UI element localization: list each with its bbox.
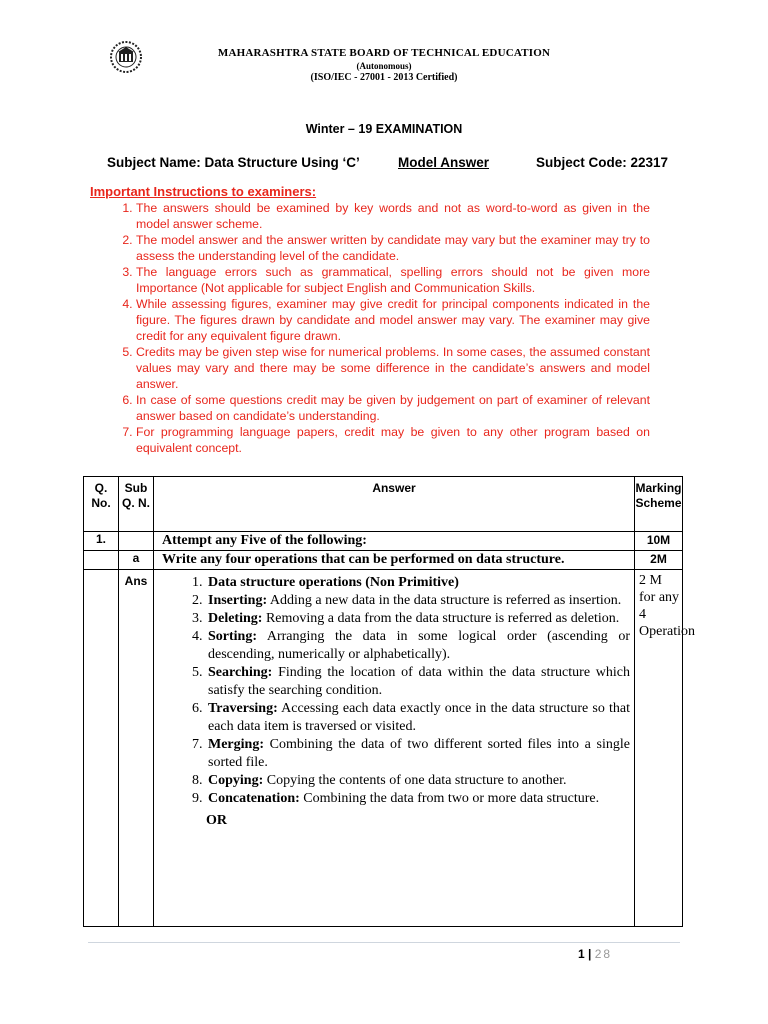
- exam-title: Winter – 19 EXAMINATION: [305, 122, 463, 136]
- item-desc: Adding a new data in the data structure is referred as insertion.: [267, 593, 622, 608]
- item-desc: Accessing each data exactly once in the data structure so that each data item is traversed or visited.: [208, 701, 630, 734]
- page-number: [578, 947, 612, 961]
- subject-code: Subject Code: 22317: [536, 155, 669, 170]
- question-text: Attempt any Five of the following:: [154, 532, 635, 551]
- item-desc: Arranging the data in some logical order (ascending or descending, numerically or alphabetically).: [208, 629, 630, 662]
- footer-divider: [88, 942, 680, 943]
- item-term: Sorting:: [208, 629, 257, 644]
- list-item: [206, 736, 630, 772]
- instruction-item: 1. The answers should be examined by key words and not as word-to-word as given in the model answer scheme.: [136, 200, 650, 232]
- empty-cell: [84, 570, 119, 927]
- item-term: Data structure operations (Non Primitive): [208, 575, 459, 590]
- answer-table: [83, 476, 695, 927]
- header-qno: Q. No.: [84, 477, 119, 532]
- item-term: Copying:: [208, 773, 264, 788]
- table-row: [84, 532, 683, 551]
- answer-label: Ans: [119, 570, 154, 927]
- item-term: Merging:: [208, 737, 264, 752]
- instructions-section: [90, 184, 650, 456]
- table-header-row: [84, 477, 683, 532]
- current-page: 1: [578, 947, 585, 961]
- list-item: [206, 664, 630, 700]
- list-item: [206, 628, 630, 664]
- list-item: [206, 592, 630, 610]
- item-desc: Removing a data from the data structure is referred as deletion.: [262, 611, 620, 626]
- table-row: [84, 551, 683, 570]
- sub-question-marks: 2M: [635, 551, 683, 570]
- instruction-item: 5. Credits may be given step wise for numerical problems. In some cases, the assumed constant values may vary and there may be some difference in the candidate’s answers and model answer.: [136, 344, 650, 392]
- board-name: MAHARASHTRA STATE BOARD OF TECHNICAL EDUCATION: [217, 47, 551, 59]
- list-item: [206, 574, 630, 592]
- instruction-item: 4. While assessing figures, examiner may give credit for principal components indicated in the figure. The figures drawn by candidate and model answer may vary. The examiner may give credit for any equivalent figure drawn.: [136, 296, 650, 344]
- header-answer: Answer: [154, 477, 635, 532]
- item-term: Deleting:: [208, 611, 263, 626]
- sub-question-label: a: [119, 551, 154, 570]
- item-term: Traversing:: [208, 701, 278, 716]
- question-number: 1.: [84, 532, 119, 551]
- board-certification: (ISO/IEC - 27001 - 2013 Certified): [310, 72, 458, 83]
- instructions-heading: Important Instructions to examiners:: [90, 184, 317, 199]
- subject-name: Subject Name: Data Structure Using ‘C’: [107, 155, 360, 170]
- model-answer-label: Model Answer: [398, 155, 490, 170]
- list-item: [206, 700, 630, 736]
- marking-scheme-note: 2 M for any 4 Operation: [635, 570, 683, 927]
- or-label: OR: [206, 813, 227, 828]
- empty-cell: [84, 551, 119, 570]
- instructions-list: [90, 200, 650, 456]
- total-pages: 28: [594, 947, 613, 961]
- operations-list: [154, 574, 630, 808]
- board-autonomous: (Autonomous): [356, 61, 412, 71]
- sub-question-text: Write any four operations that can be performed on data structure.: [154, 551, 635, 570]
- item-term: Inserting:: [208, 593, 268, 608]
- table-row: [84, 570, 683, 927]
- question-marks: 10M: [635, 532, 683, 551]
- instruction-item: 6. In case of some questions credit may be given by judgement on part of examiner of relevant answer based on candidate’s understanding.: [136, 392, 650, 424]
- header-marking: Marking Scheme: [635, 477, 683, 532]
- page-separator: |: [584, 947, 595, 961]
- item-desc: Copying the contents of one data structure to another.: [263, 773, 567, 788]
- item-term: Concatenation:: [208, 791, 300, 806]
- instruction-item: 7. For programming language papers, credit may be given to any other program based on equivalent concept.: [136, 424, 650, 456]
- list-item: [206, 610, 630, 628]
- item-desc: Combining the data of two different sorted files into a single sorted file.: [208, 737, 630, 770]
- list-item: [206, 790, 630, 808]
- instruction-item: 3. The language errors such as grammatical, spelling errors should not be given more Importance (Not applicable for subject English and Communication Skills.: [136, 264, 650, 296]
- item-desc: Combining the data from two or more data structure.: [299, 791, 600, 806]
- instruction-item: 2. The model answer and the answer written by candidate may vary but the examiner may try to assess the understanding level of the candidate.: [136, 232, 650, 264]
- answer-content: [154, 570, 635, 927]
- list-item: [206, 772, 630, 790]
- header-subq: Sub Q. N.: [119, 477, 154, 532]
- item-term: Searching:: [208, 665, 273, 680]
- item-desc: Finding the location of data within the data structure which satisfy the searching condition.: [208, 665, 630, 698]
- empty-cell: [119, 532, 154, 551]
